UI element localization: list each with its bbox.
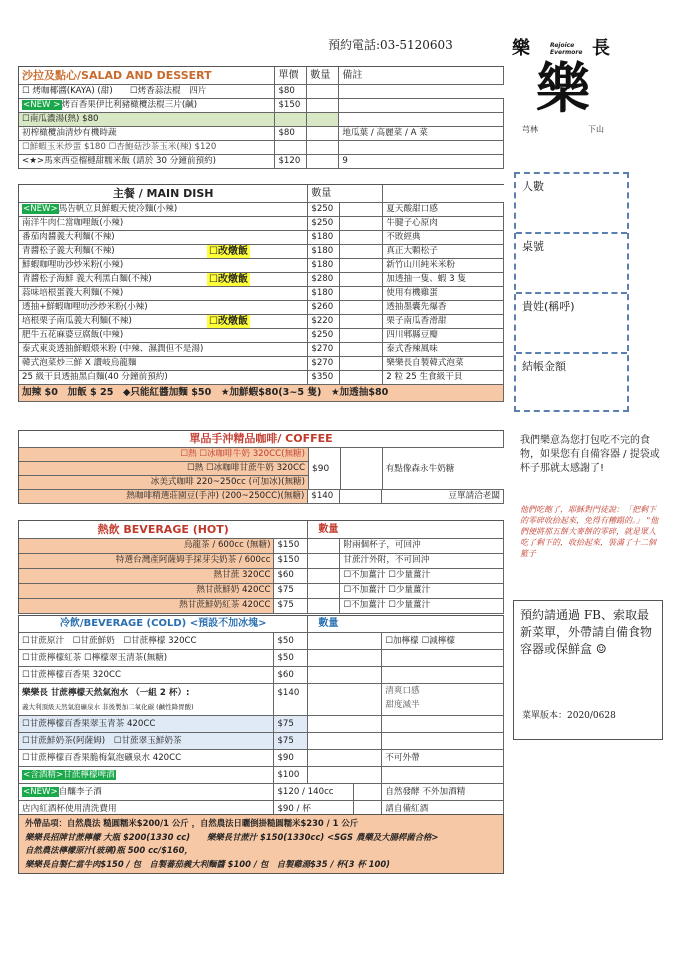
cold-item-wine: 店內紅酒杯使用清洗費用 <box>19 801 274 817</box>
salad-qty[interactable] <box>307 99 339 112</box>
main-dish-name: 青醬松子義大利麵(不辣) <box>22 246 115 256</box>
main-dish-price: $350 <box>308 371 340 384</box>
cold-item: ☐甘蔗檸檬百香果脆梅氣泡礦泉水 420CC <box>19 750 274 766</box>
salad-price: $150 <box>275 99 307 112</box>
salad-item-name: 烤百香果伊比利豬橄欖法棍三片(鹹) <box>61 100 198 110</box>
main-dish-price: $280 <box>308 273 340 286</box>
hot-drink-price: $75 <box>274 584 308 598</box>
main-dish-qty[interactable] <box>340 203 383 216</box>
main-dish-price: $180 <box>308 259 340 272</box>
main-dish-price: $260 <box>308 301 340 314</box>
salad-item-soup: ☐南瓜濃湯(熱) $80 <box>19 113 275 126</box>
ticket-table[interactable]: 桌號 <box>516 234 627 294</box>
cold-price: $75 <box>274 733 308 749</box>
main-dish-row <box>19 217 504 231</box>
takeout-section <box>18 814 504 874</box>
main-dish-price: $270 <box>308 343 340 356</box>
logo-sub-1: 芎林 <box>522 125 538 134</box>
takeout-line-1: 外帶品項：自然農法 糙圓糯米$200/1 公斤 ，自然農法日曬倒掛糙圓糯米$230 / 1 公斤 <box>25 818 359 828</box>
main-dish-row <box>19 245 504 259</box>
main-dish-note: 加透抽一隻、蝦 3 隻 <box>383 273 504 286</box>
main-dish-qty[interactable] <box>340 259 383 272</box>
cold-note <box>382 684 504 715</box>
main-dish-qty[interactable] <box>340 217 383 230</box>
cold-price: $90 / 杯 <box>274 801 354 817</box>
risotto-option[interactable]: ☐改燉飯 <box>209 274 248 285</box>
main-dish-qty[interactable] <box>340 371 383 384</box>
hot-drink-qty[interactable] <box>308 599 340 613</box>
main-dish-cell <box>19 371 308 384</box>
restaurant-logo <box>512 34 622 134</box>
main-dish-note: 真正大顆松子 <box>383 245 504 258</box>
cold-qty[interactable] <box>308 667 382 683</box>
main-dish-note: 四川郫縣豆瓣 <box>383 329 504 342</box>
coffee-note: 豆單請洽老闆 <box>382 490 504 503</box>
hot-title: 熱飲 BEVERAGE (HOT) <box>19 521 308 538</box>
main-dish-cell <box>19 329 308 342</box>
salad-col-qty: 數量 <box>307 67 339 84</box>
hot-drink-qty[interactable] <box>308 554 340 568</box>
hot-drink-note: ☐不加薑汁 ☐少量薑汁 <box>340 569 504 583</box>
salad-col-price: 單價 <box>275 67 307 84</box>
hot-drink-price: $75 <box>274 599 308 613</box>
hot-drink-row <box>19 599 504 614</box>
hot-drink-row <box>19 539 504 554</box>
main-dish-cell <box>19 231 308 244</box>
main-dish-name: 鮮蝦咖哩叻沙炒米粉(小辣) <box>22 260 124 270</box>
coffee-title: 單品手沖精品咖啡/ COFFEE <box>19 431 504 447</box>
salad-note <box>339 141 504 154</box>
new-tag: <NEW> <box>23 787 58 797</box>
coffee-section <box>18 430 504 504</box>
hot-drink-note: ☐不加薑汁 ☐少量薑汁 <box>340 584 504 598</box>
main-dish-note: 泰式香辣風味 <box>383 343 504 356</box>
cold-item-plum: 自釀李子酒 <box>58 787 102 797</box>
risotto-option[interactable]: ☐改燉飯 <box>209 246 248 257</box>
coffee-item-pourover: 熱咖啡精選莊園豆(手沖) (200~250CC)(無糖) <box>19 490 308 503</box>
takeaway-note: 我們樂意為您打包吃不完的食物，如果您有自備容器 / 提袋或杯子那就太感謝了! <box>520 435 660 474</box>
coffee-price: $140 <box>308 490 340 503</box>
cold-price: $120 / 140cc <box>274 784 354 800</box>
ticket-total[interactable]: 結帳金額 <box>522 360 566 373</box>
cold-title: 冷飲/BEVERAGE (COLD) <預設不加冰塊> <box>19 616 308 632</box>
cold-price: $100 <box>274 767 308 783</box>
hot-drink-name: 熱甘蔗鮮奶紅茶 420CC <box>19 599 274 613</box>
hot-drink-row <box>19 569 504 584</box>
main-dish-row <box>19 343 504 357</box>
notice-text: 預約請通過 FB、索取最新菜單，外帶請自備食物容器或保鮮盒 ☺ <box>520 608 653 656</box>
cold-item: ☐甘蔗檸檬百香果 320CC <box>19 667 274 683</box>
new-tag: <NEW> <box>23 204 58 214</box>
hot-drink-name: 特選台灣產阿薩姆手採芽尖奶茶 / 600cc <box>19 554 274 568</box>
main-dish-row <box>19 329 504 343</box>
cold-note: 請自備紅酒 <box>382 801 504 817</box>
hot-drink-note: ☐不加薑汁 ☐少量薑汁 <box>340 599 504 613</box>
hot-drink-price: $60 <box>274 569 308 583</box>
salad-item <box>19 99 275 112</box>
cold-note <box>382 667 504 683</box>
main-dish-cell <box>19 343 308 356</box>
main-dish-name: 番茄肉醬義大利麵(不辣) <box>22 232 115 242</box>
salad-note: 地瓜葉 / 高麗菜 / A 菜 <box>339 127 504 140</box>
main-dish-qty[interactable] <box>340 273 383 286</box>
cold-price: $50 <box>274 633 308 649</box>
main-dish-name: 韓式泡菜炒三鮮 X 讚岐烏龍麵 <box>22 358 137 368</box>
main-dish-row <box>19 203 504 217</box>
main-dish-name: 蒜味培根蛋義大利麵(不辣) <box>22 288 124 298</box>
main-dish-cell <box>19 357 308 370</box>
salad-qty[interactable] <box>307 85 339 98</box>
cold-section <box>18 615 504 818</box>
main-dish-price: $250 <box>308 217 340 230</box>
hot-drink-note: 甘蔗汁外附，不可回沖 <box>340 554 504 568</box>
main-col-qty: 數量 <box>308 185 383 202</box>
logo-en <box>550 42 582 56</box>
main-dish-price: $180 <box>308 231 340 244</box>
salad-item-veg: 初榨橄欖油清炒有機時蔬 <box>19 127 275 140</box>
main-dish-row <box>19 315 504 329</box>
main-dish-cell <box>19 217 308 230</box>
cold-item: ☐甘蔗檸檬百香果翠玉青茶 420CC <box>19 716 274 732</box>
main-dish-note: 樂樂長自製韓式泡菜 <box>383 357 504 370</box>
cold-qty[interactable] <box>354 784 382 800</box>
logo-char-1: 樂 <box>512 38 530 59</box>
reservation-phone: 預約電話:03-5120603 <box>328 38 453 52</box>
main-dish-qty[interactable] <box>340 231 383 244</box>
main-dish-note: 2 粒 25 生食級干貝 <box>383 371 504 384</box>
salad-item-durian: <★>馬來西亞榴槤甜糯米飯 (請於 30 分鐘前預約) <box>19 155 275 168</box>
main-dish-qty[interactable] <box>340 315 383 328</box>
salad-section <box>18 66 504 169</box>
main-dish-cell <box>19 301 308 314</box>
salad-note <box>339 85 504 98</box>
salad-price: $80 <box>275 85 307 98</box>
cold-note-1: 清爽口感 <box>385 686 420 696</box>
takeout-line-2: 樂樂長招牌甘蔗檸檬 大瓶 $200(1330 cc) 樂樂長甘蔗汁 $150(1330cc) <SGS 農藥及大腸桿菌合格> <box>25 831 439 842</box>
main-dish-note: 使用有機雞蛋 <box>383 287 504 300</box>
main-dish-note: 栗子南瓜香滑甜 <box>383 315 504 328</box>
cold-item-sub: 義大利頂級天然氣泡礦泉水 非後製加二氧化碳 (鹹性降胃酸) <box>22 703 194 711</box>
main-title: 主餐 / MAIN DISH <box>19 185 308 202</box>
main-dish-row <box>19 301 504 315</box>
cold-qty[interactable] <box>308 767 382 783</box>
salad-col-note: 備註 <box>339 67 504 84</box>
main-dish-note: 透抽墨囊先爆香 <box>383 301 504 314</box>
cold-qty[interactable] <box>308 716 382 732</box>
hot-drink-note: 附兩個杯子，可回沖 <box>340 539 504 553</box>
cold-price: $50 <box>274 650 308 666</box>
main-dish-row <box>19 273 504 287</box>
cold-price: $60 <box>274 667 308 683</box>
main-dish-name: 泰式東炎透抽鮮蝦煨米粉 (中辣、濕潤但不是湯) <box>22 344 204 354</box>
cold-item <box>19 650 274 666</box>
main-dish-cell <box>19 287 308 300</box>
salad-note <box>339 99 504 112</box>
cold-qty[interactable] <box>308 733 382 749</box>
reservation-notice <box>513 600 663 740</box>
main-dish-note: 新竹山川純米米粉 <box>383 259 504 272</box>
cold-qty[interactable] <box>308 684 382 715</box>
logo-en-2: Evermore <box>550 49 583 56</box>
logo-big-char: 樂 <box>536 56 590 120</box>
main-col-note <box>383 185 504 202</box>
scripture-quote: 他們吃飽了，耶穌對門徒說：「把剩下的零碎收拾起來，免得有糟蹋的。」 "他們便將那五餅大麥餅的零碎，就是眾人吃了剩下的，收拾起來，裝滿了十二個籃子 <box>520 505 659 558</box>
main-dish-name: 培根栗子南瓜義大利麵(不辣) <box>22 316 132 326</box>
main-dish-price: $270 <box>308 357 340 370</box>
cold-item: ☐甘蔗原汁 ☐甘蔗鮮奶 ☐甘蔗檸檬 320CC <box>19 633 274 649</box>
main-dish-name: 25 級干貝透抽黑白麵(40 分鐘前預約) <box>22 372 168 382</box>
main-dish-qty[interactable] <box>340 357 383 370</box>
main-dish-name: 馬告帆立貝鮮蝦天使冷麵(小辣) <box>58 204 178 214</box>
salad-note <box>339 113 504 126</box>
risotto-option[interactable]: ☐改燉飯 <box>209 316 248 327</box>
main-dish-row <box>19 357 504 371</box>
cold-note <box>382 650 504 666</box>
cold-price: $75 <box>274 716 308 732</box>
hot-drink-qty[interactable] <box>308 539 340 553</box>
salad-qty[interactable] <box>307 127 339 140</box>
logo-sub-2: 下山 <box>588 125 604 134</box>
salad-qty[interactable] <box>307 155 339 168</box>
coffee-qty[interactable] <box>340 490 382 503</box>
cold-note: ☐加檸檬 ☐減檸檬 <box>382 633 504 649</box>
new-tag: <NEW > <box>23 100 61 110</box>
cold-price: $90 <box>274 750 308 766</box>
logo-char-2: 長 <box>592 38 610 59</box>
main-dish-price: $220 <box>308 315 340 328</box>
main-dish-name: 青醬松子海鮮 義大利黑白麵(不辣) <box>22 274 152 284</box>
main-addons: 加辣 $0 加飯 $ 25 ◆只能紅醬加麵 $50 ★加鮮蝦$80(3~5 隻) ★加透抽$80 <box>19 385 504 401</box>
main-dish-cell <box>19 273 308 286</box>
coffee-item-milk: ☐熱 ☐冰咖啡牛奶 320CC(無糖) <box>19 448 309 461</box>
hot-drink-name: 熱甘蔗鮮奶 420CC <box>19 584 274 598</box>
salad-price <box>275 141 307 154</box>
main-dish-qty[interactable] <box>340 301 383 314</box>
salad-price: $80 <box>275 127 307 140</box>
cold-qty[interactable] <box>308 650 382 666</box>
coffee-item-americano: 冰美式咖啡 220~250cc (可加冰)(無糖) <box>19 476 309 489</box>
salad-item <box>19 85 275 98</box>
main-dish-name: 肥牛五花麻婆豆腐飯(中辣) <box>22 330 124 340</box>
cold-item-sparkling <box>19 684 274 715</box>
main-dish-note: 夏天酸甜口感 <box>383 203 504 216</box>
main-dish-cell <box>19 315 308 328</box>
hot-drink-name: 烏龍茶 / 600cc (無糖) <box>19 539 274 553</box>
main-dish-note: 牛腱子心原肉 <box>383 217 504 230</box>
hot-drink-name: 熱甘蔗 320CC <box>19 569 274 583</box>
hot-drink-row <box>19 584 504 599</box>
main-dish-cell <box>19 259 308 272</box>
salad-qty[interactable] <box>307 141 339 154</box>
salad-price <box>275 113 307 126</box>
hot-drink-price: $150 <box>274 539 308 553</box>
ticket-people[interactable]: 人數 <box>516 174 627 234</box>
cold-note-2: 甜度減半 <box>385 700 420 710</box>
hot-col-qty: 數量 <box>308 521 504 538</box>
hot-drink-row <box>19 554 504 569</box>
ticket-name[interactable]: 貴姓(稱呼) <box>516 294 627 354</box>
cold-note <box>382 716 504 732</box>
salad-item-egg: ☐鮮蝦玉米炒蛋 $180 ☐杏鮑菇沙茶玉米(辣) $120 <box>19 141 275 154</box>
cold-item-beer: <含酒精>甘蔗檸檬啤酒 <box>23 770 115 780</box>
main-dish-qty[interactable] <box>340 343 383 356</box>
cold-note <box>382 767 504 783</box>
cold-col-qty: 數量 <box>308 616 504 632</box>
main-dish-name: 透抽+鮮蝦咖哩叻沙炒米粉(小辣) <box>22 302 148 312</box>
main-dish-row <box>19 231 504 245</box>
main-dish-row <box>19 371 504 385</box>
salad-item-garlic: ☐烤香蒜法棍 四片 <box>129 86 207 96</box>
main-dish-qty[interactable] <box>340 329 383 342</box>
main-dish-price: $250 <box>308 329 340 342</box>
takeout-line-3: 自然農法檸檬原汁(玻璃)瓶 500 cc/$160， <box>25 845 193 855</box>
salad-price: $120 <box>275 155 307 168</box>
salad-title: 沙拉及點心/SALAD AND DESSERT <box>19 67 275 84</box>
main-dish-cell <box>19 203 308 216</box>
main-dish-note: 不敗經典 <box>383 231 504 244</box>
salad-note: 9 <box>339 155 504 168</box>
main-dish-name: 南洋牛肉仁當咖哩飯(小辣) <box>22 218 124 228</box>
cold-qty[interactable] <box>308 633 382 649</box>
main-dish-row <box>19 259 504 273</box>
logo-en-1: Rejoice <box>550 42 575 49</box>
coffee-note: 有點像森永牛奶糖 <box>383 448 504 490</box>
cold-item-name: 樂樂長 甘蔗檸檬天然氣泡水 （一組 2 杯）: <box>22 688 190 698</box>
cold-item-name: ☐甘蔗檸檬紅茶 ☐檸檬翠玉清茶(無糖) <box>22 653 168 663</box>
cold-item: ☐甘蔗鮮奶茶(阿薩姆) ☐甘蔗翠玉鮮奶茶 <box>19 733 274 749</box>
main-dish-price: $180 <box>308 287 340 300</box>
cold-price: $140 <box>274 684 308 715</box>
salad-item-kaya: ☐ 烤咖椰醬(KAYA) (甜) <box>22 86 113 96</box>
cold-note: 自然發酵 不外加酒精 <box>382 784 504 800</box>
hot-drink-qty[interactable] <box>308 584 340 598</box>
menu-version: 菜單版本：2020/0628 <box>522 711 616 721</box>
salad-qty[interactable] <box>307 113 339 126</box>
main-dish-qty[interactable] <box>340 245 383 258</box>
takeout-line-4: 樂樂長自製仁當牛肉$150 / 包 自製蕃茄義大利麵醬 $100 / 包 自製雞湯$35 / 杯(3 杯 100) <box>25 858 390 869</box>
main-section <box>18 184 504 402</box>
coffee-qty[interactable] <box>341 448 383 490</box>
main-dish-price: $180 <box>308 245 340 258</box>
cold-qty[interactable] <box>308 750 382 766</box>
hot-drink-price: $150 <box>274 554 308 568</box>
cold-note: 不可外帶 <box>382 750 504 766</box>
hot-section <box>18 520 504 614</box>
main-dish-qty[interactable] <box>340 287 383 300</box>
hot-drink-qty[interactable] <box>308 569 340 583</box>
order-ticket <box>514 172 629 412</box>
coffee-price: $90 <box>309 448 341 490</box>
cold-note <box>382 733 504 749</box>
main-dish-cell <box>19 245 308 258</box>
coffee-item-cane: ☐熱 ☐冰咖啡甘蔗牛奶 320CC <box>19 462 309 475</box>
main-dish-price: $250 <box>308 203 340 216</box>
main-dish-row <box>19 287 504 301</box>
